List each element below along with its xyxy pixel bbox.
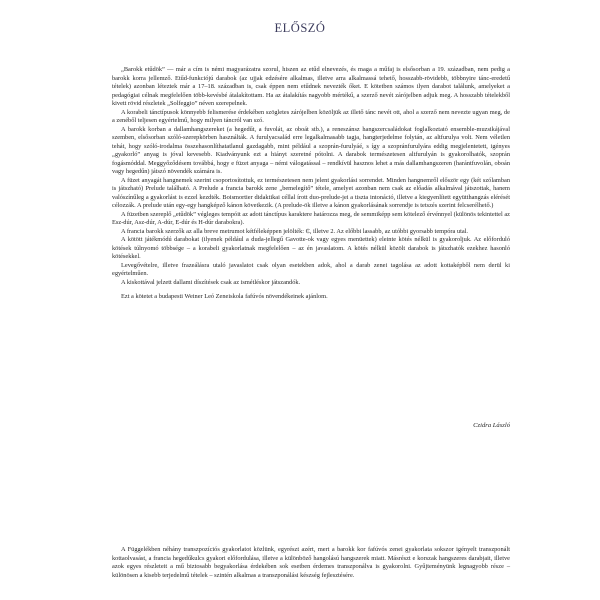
paragraph: A kiskottával jelzett dallami díszítések csak az ismétléskor játszandók. [121,278,301,286]
page-title: ELŐSZÓ [274,21,326,35]
paragraph: Levegővételre, illetve frazeálásra utaló javaslatot csak olyan esetekben adok, ahol a darab zenei tagolása az adott kottaképből nem derül ki egyértelműen. [112,261,510,277]
preface-body [112,66,510,302]
author-signature: Czidra László [473,422,510,429]
paragraph: „Barokk etűdök” — már a cím is némi magyarázatra szorul, hiszen az etűd elnevezés, és maga a műfaj is elsősorban a 19. században, nem pedig a barokk korra jellemző. Etűd-funkciójú darabok (az ujjak edzésére alkalmas, illetve arra alkalmassá tehető, hosszabb-rövidebb, többnyire tánc-eredetű tételek) azonban léteztek már a 17–18. században is, csak éppen nem etűdnek nevezték őket. E kötetben számos ilyen darabot találunk, amelyeket a pedagógiai célnak megfelelően több-kevésbé átalakítottam. Ha az átalakítás nagyobb mértékű, a szerző nevét zárójelben adjuk meg. A hosszabb tételekből kivett rövid részletek „Solfeggio” néven szerepelnek. [112,66,510,107]
paragraph: A francia barokk szerzők az alla breve metrumot kétféleképpen jelölték: ₵, illetve 2. Az előbbi lassabb, az utóbbi gyorsabb tempóra utal. [121,227,469,235]
paragraph: A Függelékben néhány transzpozíciós gyakorlatot közlünk, egyrészt azért, mert a barokk kor fafúvós zenei gyakorlata sokszor igényelt transzponált kottaolvasást, a francia hegedűkulcs gyakori előfordulása, illetve a különböző hangolású hangszerek miatt. Másrészt e korszak hangszeres darabjait, illetve azok egyes részleteit a mű biztosabb begyakorlása érdekében sok esetben érdemes transzponálva is gyakorolni. Gyűjteményünk legnagyobb része – különösen a kisebb terjedelmű tételek – szintén alkalmas a transzponálási készség fejlesztésére. [112,546,510,579]
paragraph: A korabeli tánctípusok könnyebb felismerése érdekében szögletes zárójelben közöljük az illető tánc nevét ott, ahol a szerző nem nevezte ugyan meg, de a zenéből teljesen egyértelmű, hogy milyen táncról van szó. [112,108,510,124]
paragraph: A füzetben szereplő „etűdök” végleges tempóit az adott tánctípus karaktere határozza meg, de semmiképp sem kötelező érvénnyel (különös tekintettel az Esz-dúr, Asz-dúr, A-dúr, E-dúr és H-dúr darabokra). [112,210,510,226]
paragraph: Ezt a kötetet a budapesti Weiner Leó Zeneiskola fafúvós növendékeinek ajánlom. [121,293,328,300]
appendix-note [112,546,510,580]
paragraph: A kötött játékmódú darabokat (ilyenek például a duda-jellegű Gavotte-ok vagy egyes menüettek) eleinte kötés nélkül is gyakoroljuk. Az előforduló kötések túlnyomó többsége – a korabeli gyakorlatnak megfelelően – az én javaslatom. A kötés nélkül közölt darabok is játszhatók ezekhez hasonló kötésekkel. [112,236,510,260]
paragraph: A barokk korban a dallamhangszereket (a hegedűt, a fuvolát, az oboát stb.), a reneszánsz hangszercsaládokat foglalkoztató ensemble-muzsikájával szemben, elsősorban szóló-szerepkörben használták. A furulyacsalád erre legalkalmasabb tagja, hangterjedelme folytán, az altfurulya volt. Nem véletlen tehát, hogy szóló-irodalma összehasonlíthatatlanul gazdagabb, mint például a szoprán-furulyáé, s így a szopránfurulyára eddig megjelentetett, igényes „gyakorló” anyag is jóval kevesebb. Kiadványunk ezt a hiányt szeretné pótolni. A darabok természetesen altfurulyán is gyakorolhatók, szoprán fogásmóddal. Meggyőződésem továbbá, hogy e füzet anyaga – némi válogatással – rendkívül hasznos lehet a más dallamhangszeren (harántfuvolán, oboán vagy hegedűn) játszó növendék számára is. [112,125,510,175]
paragraph: A füzet anyagát hangnemek szerint csoportosítottuk, ez természetesen nem jelent gyakorlási sorrendet. Minden hangnemről először egy (két szólamban is játszható) Prelude található. A Prelude a francia barokk zene „bemelegítő” tétele, amelyet azonban nem csak az előadás alkalmával játszottak, hanem valószínűleg a gyakorlást is ezzel kezdték. Boismortier didaktikai céllal írott duo-prelude-jei a tiszta intonáció, illetve a kiegyenlített együtthangzás elérését célozzák. A prelude után egy-egy hangképző kánon következik. (A prelude-ök illetve a kánon gyakorlásának sorrendje is tetszés szerint felcserélhető.) [112,176,510,209]
